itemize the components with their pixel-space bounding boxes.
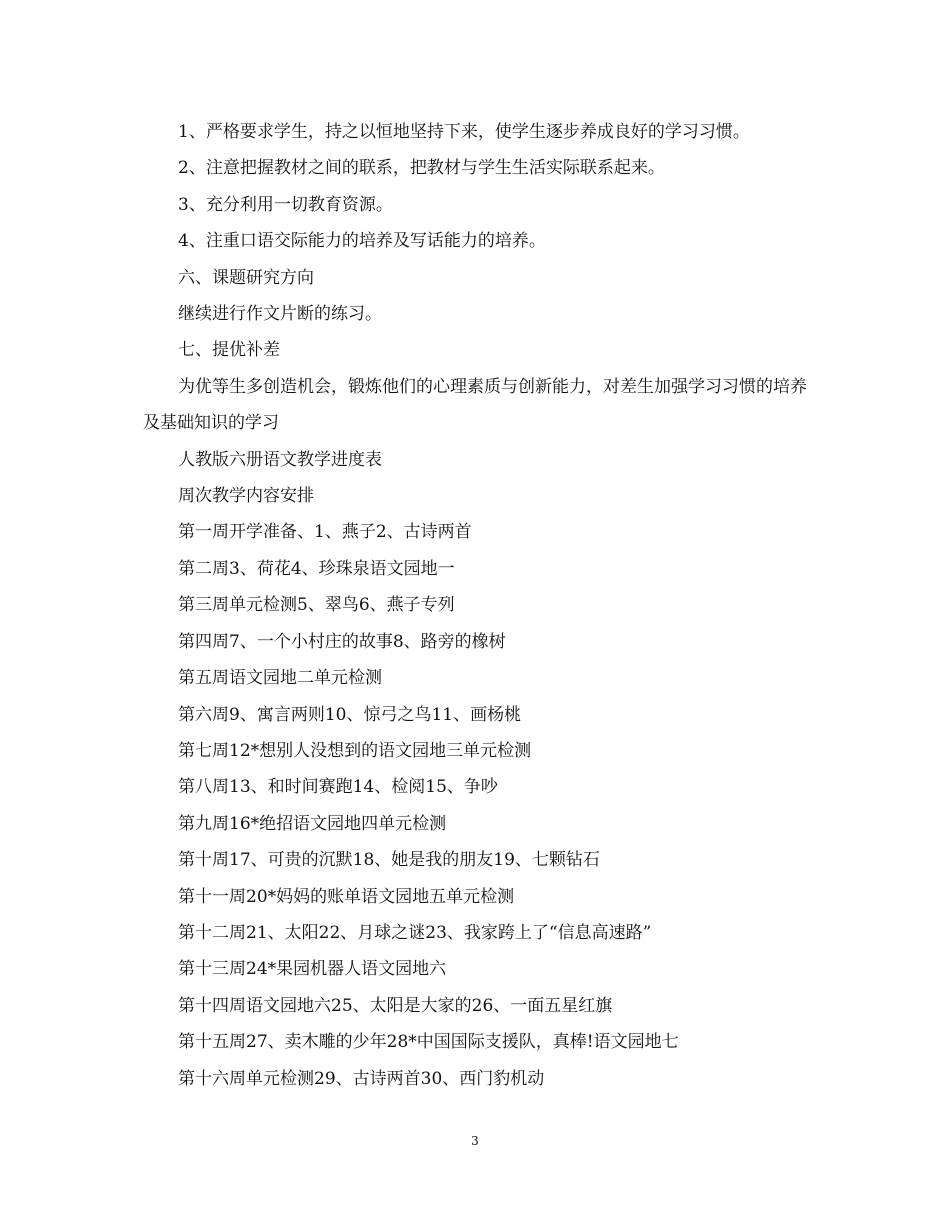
schedule-week-4: 第四周7、一个小村庄的故事8、路旁的橡树: [178, 631, 506, 652]
schedule-week-1: 第一周开学准备、1、燕子2、古诗两首: [178, 522, 472, 543]
paragraph-2: 2、注意把握教材之间的联系，把教材与学生生活实际联系起来。: [178, 158, 665, 179]
schedule-week-16: 第十六周单元检测29、古诗两首30、西门豹机动: [178, 1068, 545, 1089]
schedule-week-2: 第二周3、荷花4、珍珠泉语文园地一: [178, 558, 455, 579]
paragraph-4: 4、注重口语交际能力的培养及写话能力的培养。: [178, 231, 546, 252]
page-number: 3: [471, 1134, 479, 1148]
schedule-title: 人教版六册语文教学进度表: [178, 449, 382, 470]
schedule-week-9: 第九周16*绝招语文园地四单元检测: [178, 813, 447, 834]
schedule-week-8: 第八周13、和时间赛跑14、检阅15、争吵: [178, 777, 498, 798]
paragraph-3: 3、充分利用一切教育资源。: [178, 194, 393, 215]
section-heading-6: 六、课题研究方向: [178, 267, 314, 288]
schedule-week-7: 第七周12*想别人没想到的语文园地三单元检测: [178, 740, 532, 761]
schedule-week-12: 第十二周21、太阳22、月球之谜23、我家跨上了“信息高速路”: [178, 922, 652, 943]
paragraph-8: 为优等生多创造机会，锻炼他们的心理素质与创新能力，对差生加强学习习惯的培养及基础知识的学习: [143, 376, 807, 434]
section-heading-7: 七、提优补差: [178, 340, 280, 361]
schedule-week-15: 第十五周27、卖木雕的少年28*中国国际支援队，真棒!语文园地七: [178, 1032, 679, 1053]
schedule-week-6: 第六周9、寓言两则10、惊弓之鸟11、画杨桃: [178, 704, 522, 725]
schedule-header: 周次教学内容安排: [178, 486, 314, 507]
schedule-week-3: 第三周单元检测5、翠鸟6、燕子专列: [178, 595, 455, 616]
schedule-week-11: 第十一周20*妈妈的账单语文园地五单元检测: [178, 886, 515, 907]
schedule-week-13: 第十三周24*果园机器人语文园地六: [178, 959, 447, 980]
schedule-week-14: 第十四周语文园地六25、太阳是大家的26、一面五星红旗: [178, 995, 613, 1016]
document-body: [143, 114, 813, 1097]
schedule-week-5: 第五周语文园地二单元检测: [178, 668, 382, 689]
paragraph-6: 继续进行作文片断的练习。: [178, 304, 382, 325]
paragraph-1: 1、严格要求学生，持之以恒地坚持下来，使学生逐步养成良好的学习习惯。: [178, 122, 750, 142]
schedule-week-10: 第十周17、可贵的沉默18、她是我的朋友19、七颗钻石: [178, 850, 600, 871]
